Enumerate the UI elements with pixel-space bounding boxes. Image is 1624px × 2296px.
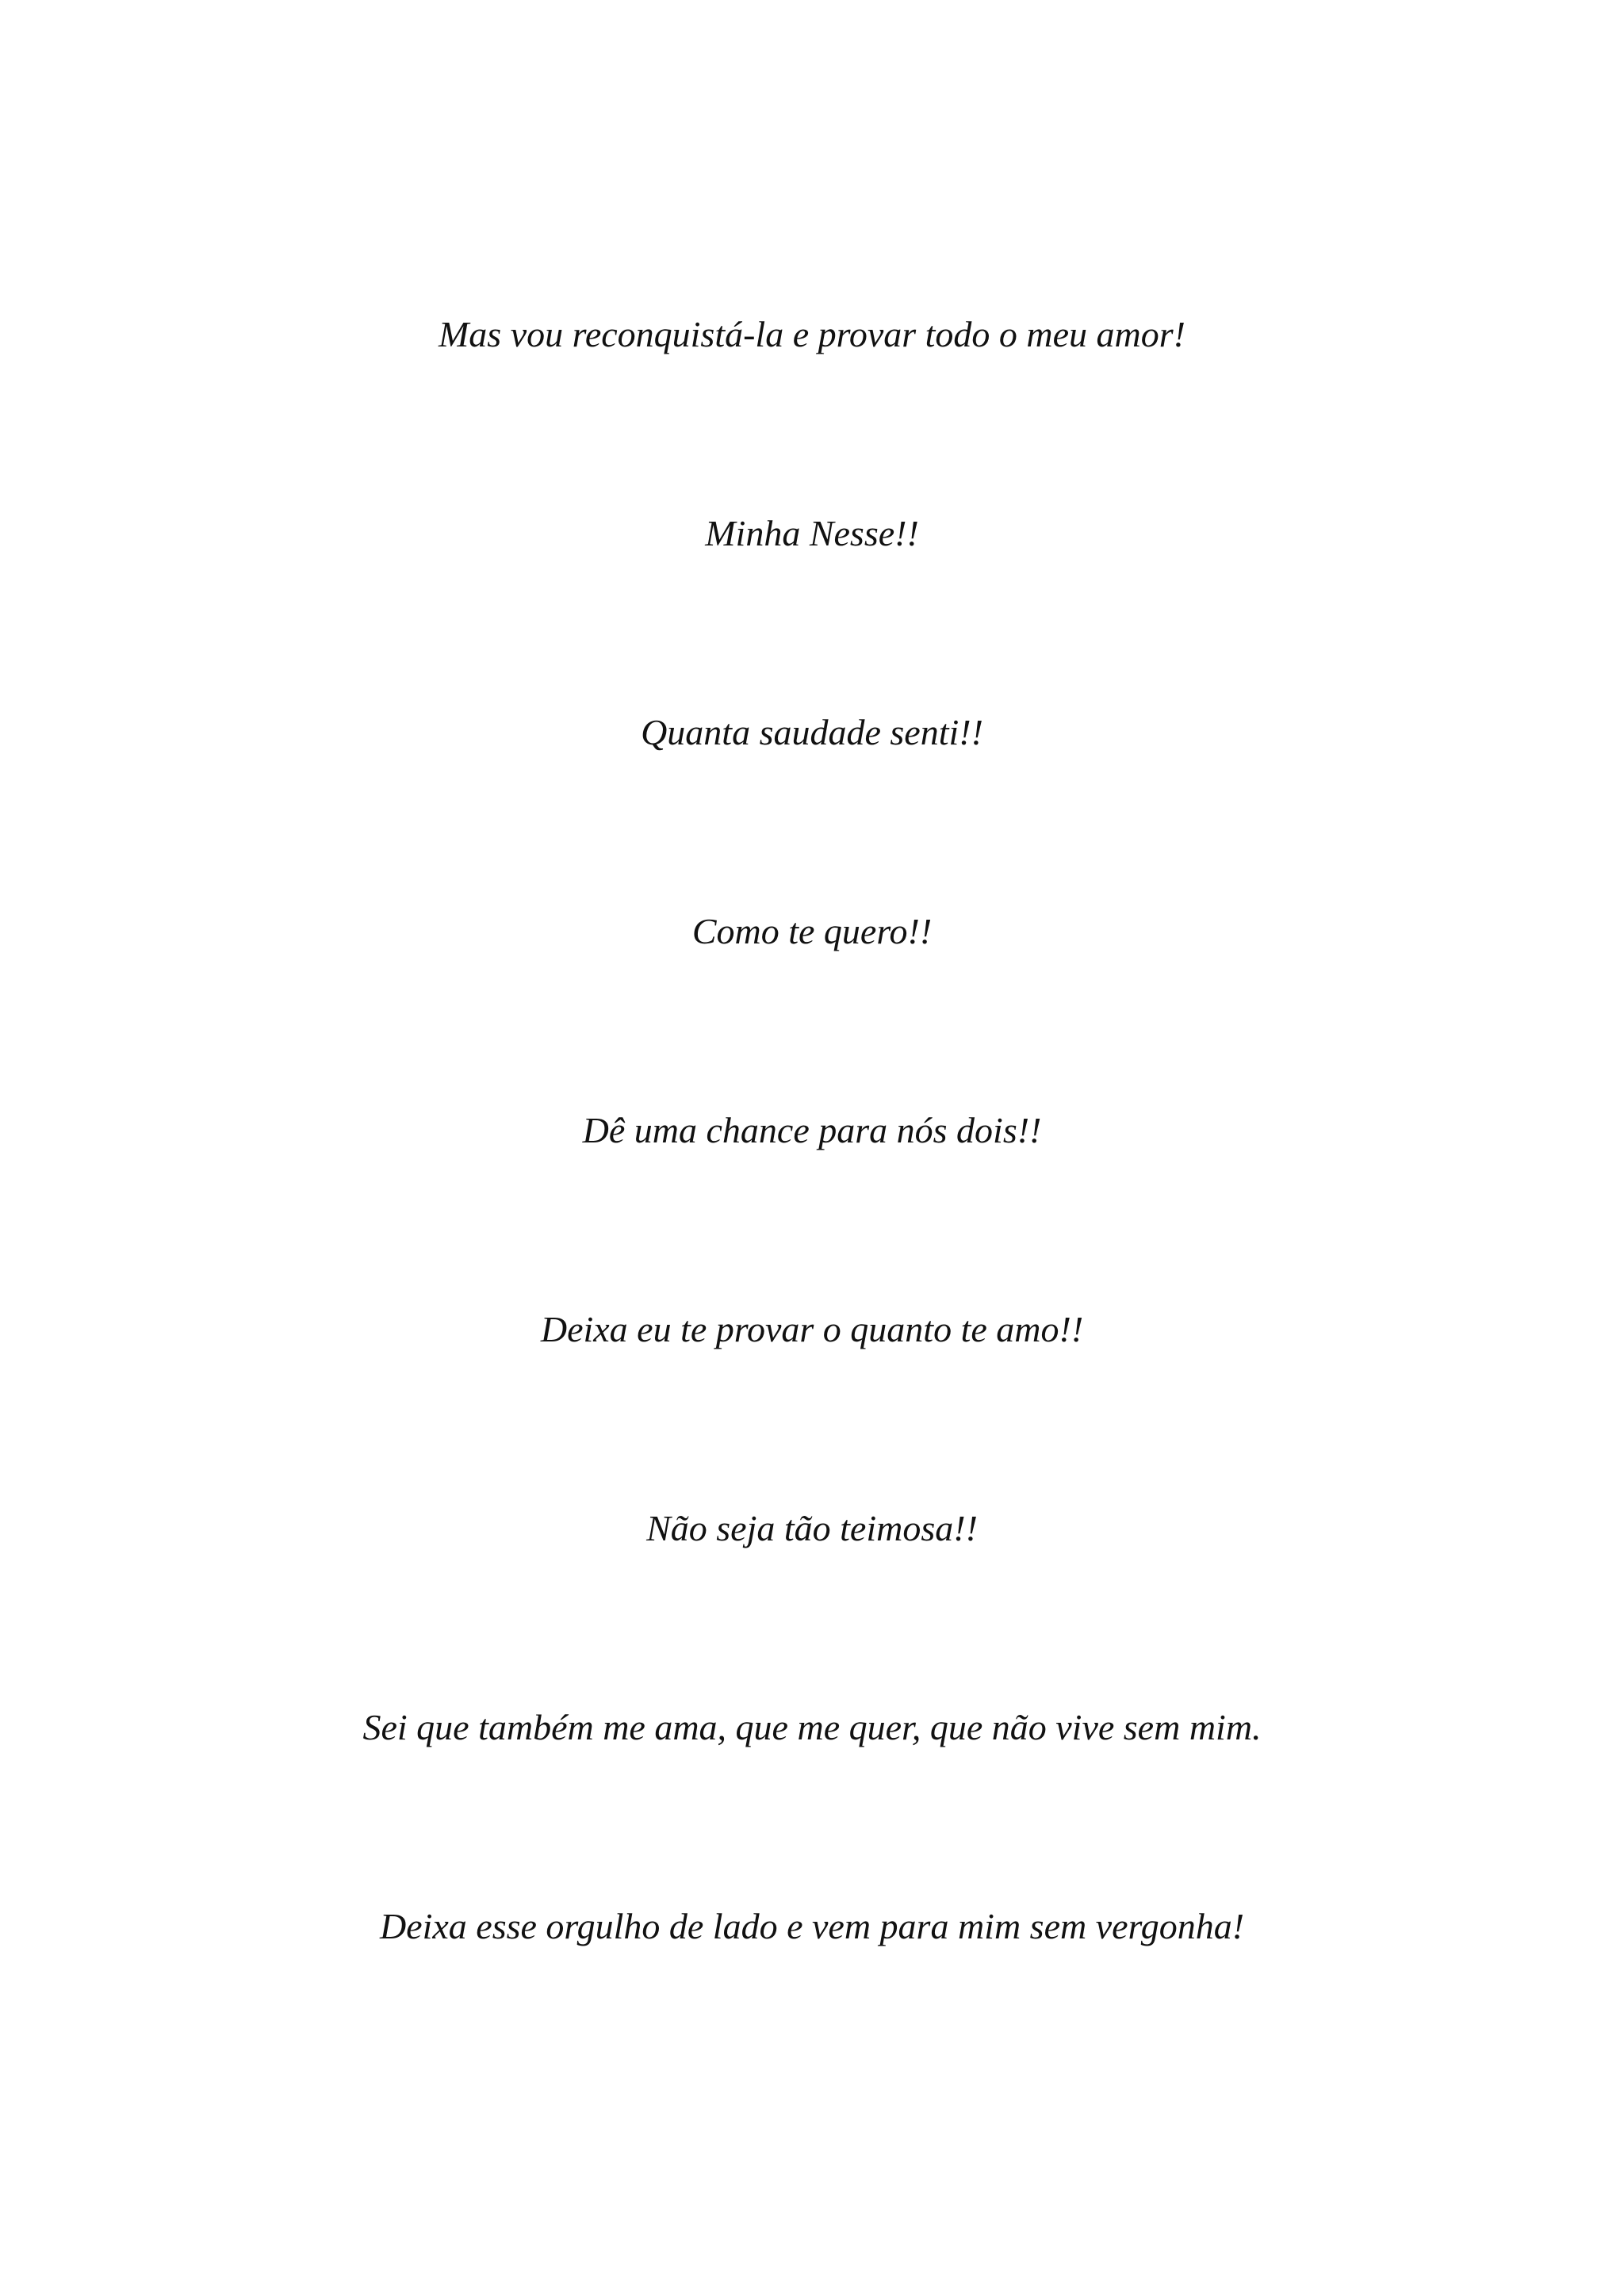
poem-line-6: Deixa eu te provar o quanto te amo!! — [540, 1309, 1084, 1349]
poem-line-4: Como te quero!! — [691, 911, 933, 951]
poem-line-3: Quanta saudade senti!! — [641, 712, 983, 752]
poem-line-1: Mas vou reconquistá-la e provar todo o meu amor! — [438, 314, 1185, 354]
poem-line-5: Dê uma chance para nós dois!! — [582, 1110, 1042, 1150]
poem-line-7: Não seja tão teimosa!! — [646, 1508, 978, 1548]
poem-line-2: Minha Nesse!! — [705, 513, 919, 553]
poem-line-9: Deixa esse orgulho de lado e vem para mim sem vergonha! — [379, 1906, 1245, 1946]
poem-line-8: Sei que também me ama, que me quer, que não vive sem mim. — [362, 1707, 1262, 1747]
